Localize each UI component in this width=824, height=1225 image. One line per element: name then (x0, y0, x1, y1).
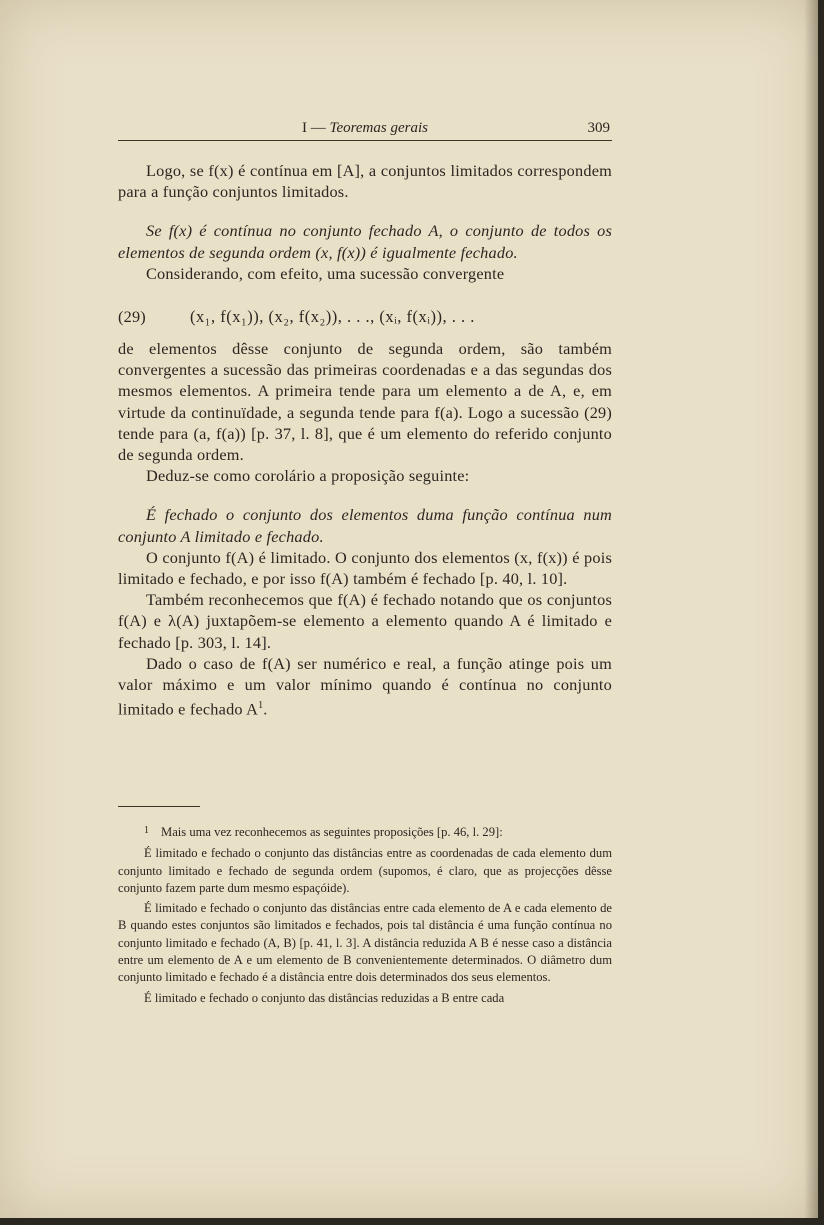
paragraph (118, 653, 612, 720)
paragraph: Logo, se f(x) é contínua em [A], a conjuntos limitados correspondem para a função conjuntos limitados. (118, 161, 612, 202)
footnote (118, 824, 612, 842)
page-number: 309 (587, 120, 610, 136)
paragraph: Considerando, com efeito, uma sucessão convergente (146, 263, 505, 283)
footnote-marker: 1 (144, 825, 149, 836)
equation-29 (118, 300, 612, 334)
paragraph-text: Dado o caso de f(A) ser numérico e real, a função atinge pois um valor máximo e um valor mínimo quando é contínua no conjunto limitado e fechado A (118, 653, 612, 719)
footnote-text: Mais uma vez reconhecemos as seguintes proposições [p. 46, l. 29]: (161, 825, 503, 839)
theorem-statement: Se f(x) é contínua no conjunto fechado A, o conjunto de todos os elementos de segunda ordem (x, f(x)) é igualmente fechado. (118, 221, 612, 262)
footnote-reference: 1 (258, 700, 264, 712)
paragraph: O conjunto f(A) é limitado. O conjunto dos elementos (x, f(x)) é pois limitado e fechado, e por isso f(A) também é fechado [p. 40, l. 10]. (118, 547, 612, 589)
main-text (118, 160, 612, 720)
paragraph: Também reconhecemos que f(A) é fechado notando que os conjuntos f(A) e λ(A) juxtapõem-se elemento a elemento quando A é limitado e fechado [p. 303, l. 14]. (118, 590, 612, 652)
equation-number: (29) (118, 307, 146, 327)
theorem-statement: É fechado o conjunto dos elementos duma função contínua num conjunto A limitado e fechado. (118, 505, 612, 546)
paragraph: Deduz-se como corolário a proposição seguinte: (146, 466, 470, 486)
footnote-paragraph: É limitado e fechado o conjunto das distâncias reduzidas a B entre cada (144, 990, 505, 1005)
footnotes (118, 824, 612, 1010)
equation-body: (x₁, f(x₁)), (x₂, f(x₂)), . . ., (xᵢ, f(xᵢ)), . . . (190, 307, 475, 327)
running-header (118, 118, 612, 141)
footnote-rule (118, 806, 200, 807)
running-title (118, 120, 612, 137)
paragraph: de elementos dêsse conjunto de segunda ordem, são também convergentes a sucessão das primeiras coordenadas e a das segundas dos mesmos elementos. A primeira tende para um elemento a de A, e, em virtude da continuïdade, a segunda tende para f(a). Logo a sucessão (29) tende para (a, f(a)) [p. 37, l. 8], que é um elemento do referido conjunto de segunda ordem. (118, 339, 612, 465)
footnote-paragraph: É limitado e fechado o conjunto das distâncias entre cada elemento de A e cada elemento de B quando estes conjuntos são limitados e fechados, pois tal distância é uma função contínua no conjunto limitado e fechado (A, B) [p. 41, l. 3]. A distância reduzida A B é nesse caso a distância entre um elemento de A e um elemento de B convenientemente determinados. O diâmetro dum conjunto limitado e fechado é a distância entre dois determinados dos seus elementos. (118, 901, 612, 985)
chapter-label: I — (302, 120, 326, 136)
footnote-paragraph: É limitado e fechado o conjunto das distâncias entre as coordenadas de cada elemento dum conjunto limitado e fechado de segunda ordem (supomos, é claro, que as projecções dêsse conjunto fazem parte dum mesmo espaçóide). (118, 846, 612, 895)
section-title: Teoremas gerais (329, 120, 428, 136)
paragraph-end: . (263, 699, 268, 719)
